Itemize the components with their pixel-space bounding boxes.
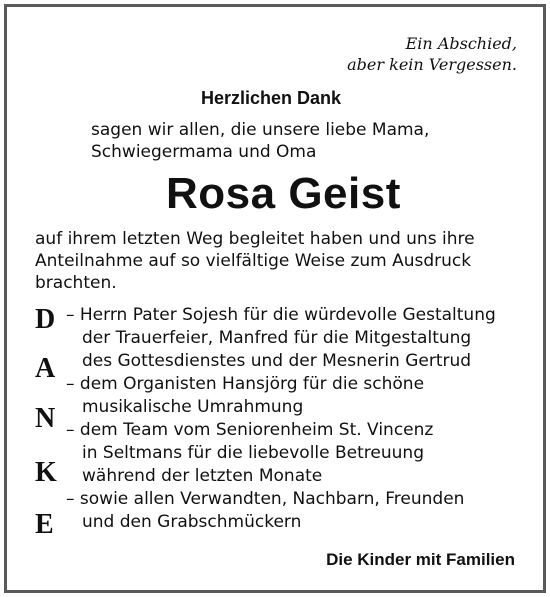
thanks-line-2: der Trauerfeier, Manfred für die Mitgestaltung <box>82 328 472 348</box>
danke-letter-n: N <box>35 403 56 434</box>
deceased-name: Rosa Geist <box>166 169 401 218</box>
thanks-line-7: in Seltmans für die liebevolle Betreuung <box>82 443 424 463</box>
body-line-2: Anteilnahme auf so vielfältige Weise zum Ausdruck <box>35 251 472 271</box>
thanks-line-10: und den Grabschmückern <box>82 512 302 532</box>
heading-herzlichen-dank: Herzlichen Dank <box>201 88 342 108</box>
intro-line-2: Schwiegermama und Oma <box>91 142 317 162</box>
danke-letter-k: K <box>35 457 57 488</box>
thanks-line-4: – dem Organisten Hansjörg für die schöne <box>66 374 425 394</box>
danke-letter-a: A <box>35 353 56 384</box>
thanks-line-1: – Herrn Pater Sojesh für die würdevolle Gestaltung <box>66 305 496 325</box>
thanks-line-3: des Gottesdienstes und der Mesnerin Gertrud <box>82 351 472 371</box>
motto-line-1: Ein Abschied, <box>405 34 517 53</box>
danke-letter-d: D <box>35 304 56 335</box>
thanks-line-5: musikalische Umrahmung <box>82 397 304 417</box>
body-line-3: brachten. <box>35 273 117 293</box>
motto-line-2: aber kein Vergessen. <box>347 55 517 74</box>
thanks-line-8: während der letzten Monate <box>82 466 323 486</box>
intro-line-1: sagen wir allen, die unsere liebe Mama, <box>91 120 430 140</box>
danke-letter-e: E <box>35 509 54 540</box>
body-line-1: auf ihrem letzten Weg begleitet haben und uns ihre <box>35 229 475 249</box>
thanks-line-9: – sowie allen Verwandten, Nachbarn, Freunden <box>66 489 465 509</box>
thanks-line-6: – dem Team vom Seniorenheim St. Vincenz <box>66 420 434 440</box>
signature: Die Kinder mit Familien <box>326 550 515 569</box>
